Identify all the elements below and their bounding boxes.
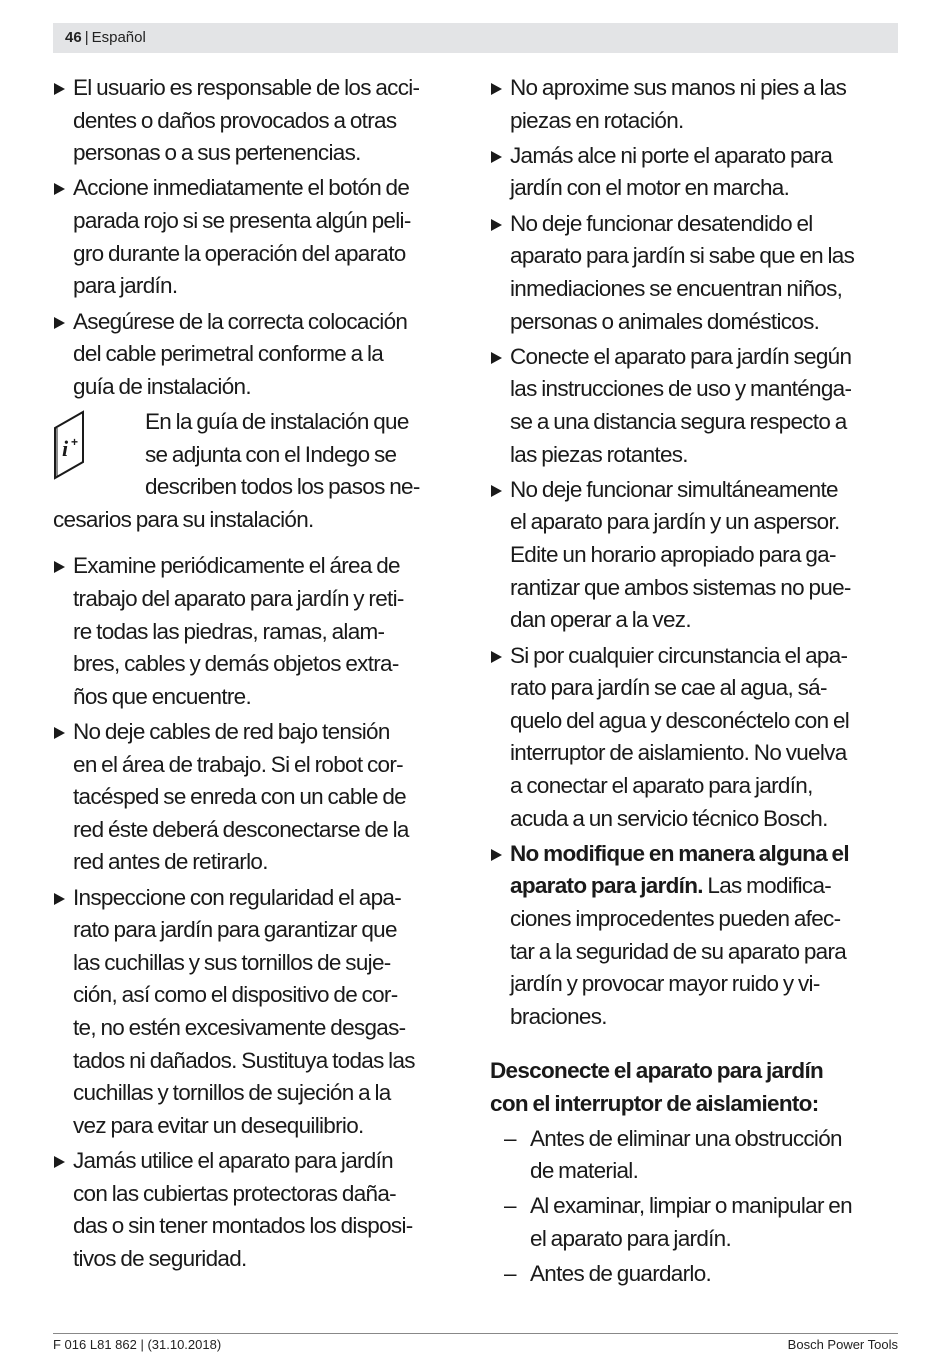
text-line: quelo del agua y desconéctelo con el [510,707,850,733]
text-line: tivos de seguridad. [73,1245,247,1271]
text-line: ciones improcedentes pueden afec- [510,905,841,931]
text-line [510,838,900,871]
text-line: Si por cualquier circunstancia el apa- [510,642,848,668]
text-line: Al examinar, limpiar o manipular en [530,1193,852,1219]
text-line: No deje cables de red bajo tensión [73,719,390,745]
list-item [490,72,900,137]
list-item [53,172,463,302]
text-line: trabajo del aparato para jardín y reti- [73,585,404,611]
text-line: a conectar el aparato para jardín, [510,772,813,798]
text-line: Conecte el aparato para jardín según [510,343,852,369]
text-line: personas o a sus pertenencias. [73,140,361,166]
text-line: el aparato para jardín y un aspersor. [510,509,840,535]
text-line: cuchillas y tornillos de sujeción a la [73,1080,391,1106]
text-line: tar a la seguridad de su aparato para [510,938,847,964]
text-line: se a una distancia segura respecto a [510,409,847,434]
bullet-triangle-icon [491,849,502,861]
text-line: ños que encuentre. [73,683,252,709]
list-item [53,72,463,170]
text-line: No deje funcionar simultáneamente [510,476,838,502]
text-line: Accione inmediatamente el botón de [73,175,410,201]
list-item-warning [490,838,900,1034]
section-heading [490,1055,900,1120]
text-line: cesarios para su instalación. [53,506,314,532]
list-item [490,208,900,338]
text-line: Jamás utilice el aparato para jardín [73,1148,393,1174]
text-line: jardín y provocar mayor ruido y vi- [510,971,820,997]
text-line: El usuario es responsable de los acci- [73,75,420,100]
text-line: Antes de eliminar una obstrucción [530,1125,842,1151]
text-line: braciones. [510,1003,607,1029]
info-note [53,406,463,536]
svg-text:+: + [71,435,78,449]
info-booklet-icon [53,410,85,480]
text-line: rato para jardín para garantizar que [73,917,397,943]
footer-brand: Bosch Power Tools [787,1337,898,1352]
header-separator: | [84,29,89,46]
list-item [53,882,463,1143]
list-item [53,716,463,879]
dash-list-item [490,1190,900,1255]
list-item [490,640,900,836]
dash-list-item [490,1258,900,1291]
dash-list-item [490,1123,900,1188]
list-item [490,474,900,637]
text-line: bres, cables y demás objetos extra- [73,651,399,677]
left-column [53,72,463,1278]
text-line: se adjunta con el Indego se [145,441,397,467]
text-line: para jardín. [73,273,178,299]
text-line: acuda a un servicio técnico Bosch. [510,805,828,831]
text-line: las instrucciones de uso y manténga- [510,376,852,402]
text-line: parada rojo si se presenta algún peli- [73,208,411,234]
text-line: tados ni dañados. Sustituya todas las [73,1047,415,1073]
text-line: dentes o daños provocados a otras [73,107,397,133]
text-line: inmediaciones se encuentran niños, [510,275,843,301]
bullet-triangle-icon [491,485,502,497]
header-language: Español [91,29,146,46]
right-column [490,72,900,1294]
text-line: en el área de trabajo. Si el robot cor- [73,751,403,777]
text-line: red éste deberá desconectarse de la [73,816,409,842]
list-item [490,140,900,205]
text-line: las piezas rotantes. [510,441,688,467]
text-line: el aparato para jardín. [530,1226,732,1251]
bullet-triangle-icon [491,83,502,95]
bullet-triangle-icon [491,352,502,364]
text-line: de material. [530,1158,639,1184]
dash-bullet: – [504,1125,516,1151]
text-line: Antes de guardarlo. [530,1261,712,1287]
text-line: aparato para jardín si sabe que en las [510,243,855,269]
text-line: dan operar a la vez. [510,607,691,633]
text-line: jardín con el motor en marcha. [510,175,790,201]
text-line: Asegúrese de la correcta colocación [73,308,408,334]
list-item [53,1145,463,1275]
bullet-triangle-icon [54,561,65,573]
bold-text: No modifique en manera alguna el [510,840,849,866]
text-line [510,870,900,903]
text-line: te, no estén excesivamente desgas- [73,1015,406,1041]
text-line: En la guía de instalación que [145,409,409,434]
text-line: vez para evitar un desequilibrio. [73,1112,364,1138]
text-line: re todas las piedras, ramas, alam- [73,618,385,644]
bullet-triangle-icon [54,183,65,195]
bullet-triangle-icon [54,1156,65,1168]
bullet-triangle-icon [491,219,502,231]
page-number: 46 [65,29,82,46]
text-line: No deje funcionar desatendido el [510,210,813,236]
dash-bullet: – [504,1261,516,1287]
bold-text: aparato para jardín. [510,873,703,899]
list-item [53,306,463,404]
header-text [65,29,146,46]
text-line: del cable perimetral conforme a la [73,341,384,367]
bullet-triangle-icon [54,317,65,329]
text-line: Inspeccione con regularidad el apa- [73,884,401,910]
text-line: interruptor de aislamiento. No vuelva [510,740,847,766]
text-line: ción, así como el dispositivo de cor- [73,982,398,1008]
list-item [490,341,900,471]
bullet-triangle-icon [491,651,502,663]
heading-line: Desconecte el aparato para jardín [490,1058,824,1084]
text-line: guía de instalación. [73,373,251,399]
text-line: das o sin tener montados los disposi- [73,1213,413,1239]
text-line: personas o animales domésticos. [510,308,820,334]
text-line: Edite un horario apropiado para ga- [510,542,836,568]
text-line: tacésped se enreda con un cable de [73,784,406,810]
regular-text: Las modifica- [702,873,832,899]
heading-line: con el interruptor de aislamiento: [490,1090,819,1116]
text-line: describen todos los pasos ne- [145,474,420,500]
page-header [53,23,898,53]
text-line: rato para jardín se cae al agua, sá- [510,675,827,701]
text-line: No aproxime sus manos ni pies a las [510,75,847,100]
bullet-triangle-icon [491,151,502,163]
svg-text:i: i [62,436,68,461]
text-line: con las cubiertas protectoras daña- [73,1180,396,1206]
bullet-triangle-icon [54,83,65,95]
footer-divider [53,1333,898,1334]
text-line: red antes de retirarlo. [73,849,268,875]
bullet-triangle-icon [54,727,65,739]
text-line: piezas en rotación. [510,107,684,133]
footer-doc-code: F 016 L81 862 | (31.10.2018) [53,1337,222,1352]
list-item [53,550,463,713]
text-line: gro durante la operación del aparato [73,240,406,266]
text-line: rantizar que ambos sistemas no pue- [510,574,851,600]
bullet-triangle-icon [54,893,65,905]
text-line: Examine periódicamente el área de [73,553,400,579]
text-line: Jamás alce ni porte el aparato para [510,142,833,168]
text-line: las cuchillas y sus tornillos de suje- [73,949,391,975]
dash-bullet: – [504,1193,516,1219]
